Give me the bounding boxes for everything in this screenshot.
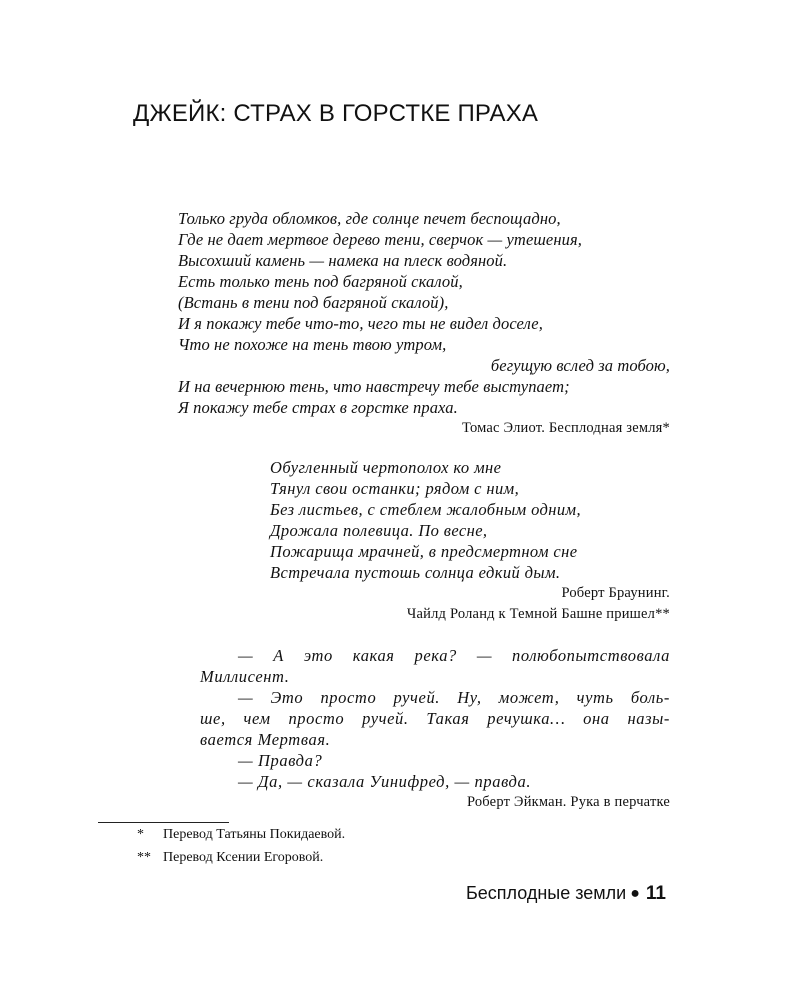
footnote-mark: * xyxy=(137,827,144,842)
verse-line: Пожарища мрачней, в предсмертном сне xyxy=(270,542,578,561)
bullet-icon: ● xyxy=(630,885,640,902)
verse-line: Без листьев, с стеблем жалобным одним, xyxy=(270,500,581,519)
verse-line: бегущую вслед за тобою, xyxy=(490,356,670,375)
verse-line: (Встань в тени под багряной скалой), xyxy=(178,293,449,312)
epigraph-eliot xyxy=(178,208,670,439)
running-footer xyxy=(466,883,666,905)
prose-line: — А это какая река? — полюбопытствовала xyxy=(238,646,670,665)
epigraph-browning xyxy=(270,457,670,625)
page-number: 11 xyxy=(645,883,666,904)
verse-line: Тянул свои останки; рядом с ним, xyxy=(270,479,520,498)
prose-line: — Правда? xyxy=(238,751,323,770)
verse-line: Высохший камень — намека на плеск водяной. xyxy=(178,251,508,270)
verse-line: Обугленный чертополох ко мне xyxy=(270,458,502,477)
footnote-text: Перевод Татьяны Покидаевой. xyxy=(163,827,346,842)
verse-line: Где не дает мертвое дерево тени, сверчок — утешения, xyxy=(178,230,582,249)
footnote xyxy=(137,823,345,846)
epigraph-attribution: Роберт Эйкман. Рука в перчатке xyxy=(466,794,670,810)
footnote-text: Перевод Ксении Егоровой. xyxy=(163,850,324,865)
epigraph-attribution: Чайлд Роланд к Темной Башне пришел** xyxy=(406,606,670,622)
verse-line: Что не похоже на тень твою утром, xyxy=(178,335,447,354)
chapter-title: ДЖЕЙК: СТРАХ В ГОРСТКЕ ПРАХА xyxy=(133,100,539,127)
section-title: Бесплодные земли xyxy=(465,883,627,903)
prose-line: вается Мертвая. xyxy=(200,730,331,749)
footnote xyxy=(137,846,345,869)
verse-line: И я покажу тебе что-то, чего ты не видел доселе, xyxy=(178,314,543,333)
footnotes xyxy=(137,823,345,869)
prose-line: — Да, — сказала Уинифред, — правда. xyxy=(238,772,532,791)
prose-line: — Это просто ручей. Ну, может, чуть боль- xyxy=(238,688,670,707)
footnote-mark: ** xyxy=(137,850,151,865)
prose-line: Миллисент. xyxy=(200,667,290,686)
epigraph-attribution: Роберт Браунинг. xyxy=(561,585,670,601)
verse-line: Встречала пустошь солнца едкий дым. xyxy=(270,563,561,582)
verse-line: Только груда обломков, где солнце печет беспощадно, xyxy=(178,209,561,228)
verse-line: Я покажу тебе страх в горстке праха. xyxy=(178,398,458,417)
epigraph-attribution: Томас Элиот. Бесплодная земля* xyxy=(462,420,670,436)
verse-line: Дрожала полевица. По весне, xyxy=(270,521,488,540)
epigraph-aickman xyxy=(200,645,670,813)
prose-line: ше, чем просто ручей. Такая речушка… она назы- xyxy=(200,709,670,728)
verse-line: И на вечернюю тень, что навстречу тебе выступает; xyxy=(178,377,570,396)
verse-line: Есть только тень под багряной скалой, xyxy=(178,272,463,291)
